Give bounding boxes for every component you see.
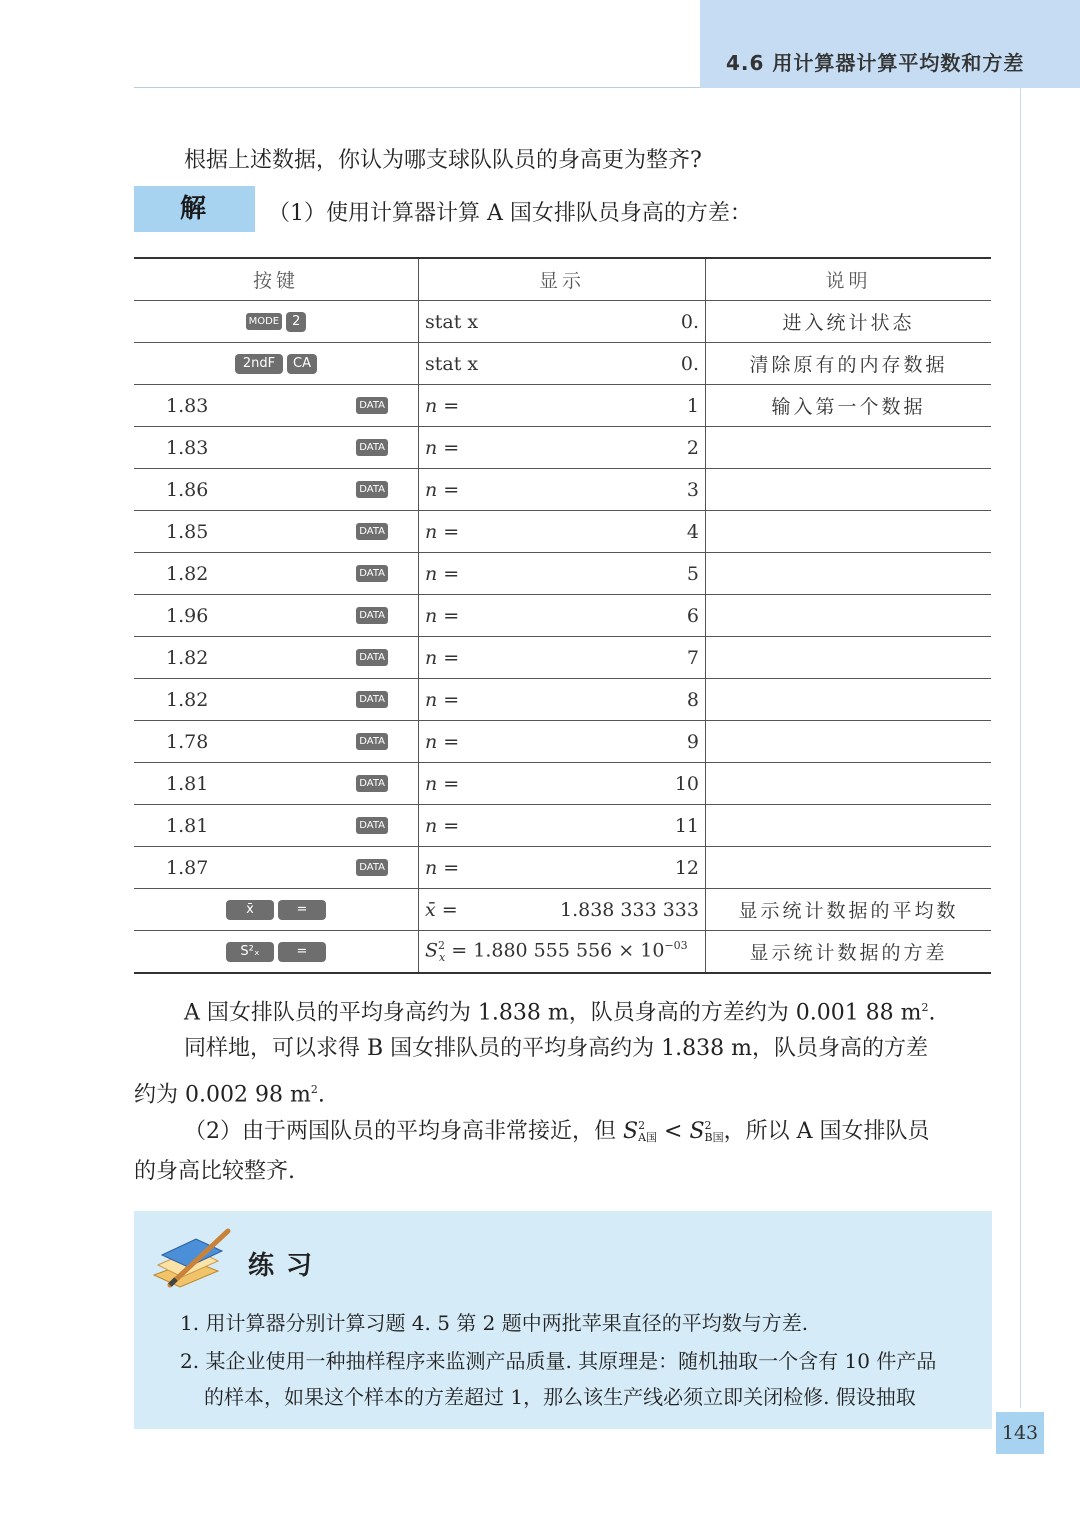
mode-key: MODE (246, 313, 283, 330)
pencil-book-icon (148, 1225, 232, 1291)
display-value: 0. (680, 310, 699, 333)
display-value: 1 (686, 394, 699, 417)
result-line-3: 约为 0.002 98 $m^2$. (134, 1082, 325, 1108)
display-label: n = (425, 436, 460, 459)
table-row-variance (134, 931, 991, 974)
table-row (134, 301, 991, 343)
equals-key: = (278, 942, 326, 962)
display-value: 0. (680, 352, 699, 375)
table-row (134, 637, 991, 679)
input-value: 1.82 (166, 562, 209, 585)
row-note (706, 763, 992, 805)
row-note: 显示统计数据的平均数 (706, 889, 992, 931)
display-label: n = (425, 856, 460, 879)
row-note (706, 805, 992, 847)
variance-display: $S^2_x = 1.880$ 555 $556 \times 10^{-03}$ (425, 938, 688, 965)
display-label: n = (425, 562, 460, 585)
data-key: DATA (356, 775, 388, 792)
input-value: 1.86 (166, 478, 209, 501)
display-label: n = (425, 394, 460, 417)
solution-step1: （1）使用计算器计算 A 国女排队员身高的方差： (268, 201, 752, 226)
display-value: 10 (674, 772, 699, 795)
data-key: DATA (356, 607, 388, 624)
table-row (134, 679, 991, 721)
row-note (706, 847, 992, 889)
display-label: n = (425, 604, 460, 627)
row-note (706, 721, 992, 763)
data-key: DATA (356, 565, 388, 582)
row-note (706, 427, 992, 469)
row-note: 清除原有的内存数据 (706, 343, 992, 385)
table-row (134, 385, 991, 427)
table-row (134, 805, 991, 847)
display-label: stat x (425, 352, 479, 375)
row-note (706, 469, 992, 511)
practice-title: 练习 (248, 1251, 325, 1281)
result-line-1: A 国女排队员的平均身高约为 1.838 m，队员身高的方差约为 0.001 88 $m^2$. (184, 1000, 936, 1026)
page-number: 143 (996, 1412, 1044, 1454)
input-value: 1.83 (166, 436, 209, 459)
table-row-mean (134, 889, 991, 931)
input-value: 1.82 (166, 646, 209, 669)
row-note (706, 679, 992, 721)
solution-label: 解 (134, 186, 255, 232)
row-note (706, 511, 992, 553)
practice-item-2-line-1: 2. 某企业使用一种抽样程序来监测产品质量. 其原理是：随机抽取一个含有 10 件产品 (180, 1349, 937, 1373)
question-text: 根据上述数据，你认为哪支球队队员的身高更为整齐? (184, 148, 702, 173)
data-key: DATA (356, 859, 388, 876)
table-header-row (134, 258, 991, 301)
display-value: 12 (674, 856, 699, 879)
result-line-5: 的身高比较整齐. (134, 1159, 295, 1184)
display-label: n = (425, 520, 460, 543)
display-value: 3 (686, 478, 699, 501)
mean-key: x̄ (226, 900, 274, 920)
practice-box (134, 1211, 992, 1429)
table-row (134, 343, 991, 385)
display-label: n = (425, 688, 460, 711)
row-note: 进入统计状态 (706, 301, 992, 343)
data-key: DATA (356, 733, 388, 750)
input-value: 1.78 (166, 730, 209, 753)
display-value: 4 (686, 520, 699, 543)
table-row (134, 847, 991, 889)
row-note: 输入第一个数据 (706, 385, 992, 427)
data-key: DATA (356, 481, 388, 498)
header-display: 显示 (419, 258, 706, 301)
input-value: 1.87 (166, 856, 209, 879)
practice-item-1: 1. 用计算器分别计算习题 4. 5 第 2 题中两批苹果直径的平均数与方差. (180, 1311, 809, 1335)
header-note: 说明 (706, 258, 992, 301)
input-value: 1.83 (166, 394, 209, 417)
input-value: 1.81 (166, 814, 209, 837)
row-note (706, 595, 992, 637)
table-row (134, 427, 991, 469)
table-row (134, 511, 991, 553)
display-label: n = (425, 772, 460, 795)
display-value: 2 (686, 436, 699, 459)
input-value: 1.96 (166, 604, 209, 627)
display-value: 9 (686, 730, 699, 753)
table-row (134, 553, 991, 595)
display-label: n = (425, 478, 460, 501)
data-key: DATA (356, 691, 388, 708)
result-line-4: （2）由于两国队员的平均身高非常接近，但 S 2 A国 < S 2 B国 ，所以 A 国女排队员 (184, 1119, 930, 1144)
table-row (134, 469, 991, 511)
row-note: 显示统计数据的方差 (706, 931, 992, 974)
display-label: n = (425, 814, 460, 837)
practice-item-2-line-2: 的样本，如果这个样本的方差超过 1，那么该生产线必须立即关闭检修. 假设抽取 (204, 1385, 916, 1409)
section-title: 4.6 用计算器计算平均数和方差 (726, 51, 1025, 75)
input-value: 1.82 (166, 688, 209, 711)
data-key: DATA (356, 439, 388, 456)
input-value: 1.85 (166, 520, 209, 543)
row-note (706, 637, 992, 679)
data-key: DATA (356, 649, 388, 666)
display-value: 11 (674, 814, 699, 837)
display-label: n = (425, 730, 460, 753)
table-row (134, 595, 991, 637)
header-divider (134, 87, 700, 88)
header-keys: 按键 (134, 258, 419, 301)
display-value: 1.838 333 333 (559, 898, 699, 921)
display-label: n = (425, 646, 460, 669)
display-label: x̄ = (425, 898, 458, 921)
digit-2-key: 2 (286, 312, 306, 332)
display-value: 6 (686, 604, 699, 627)
display-value: 8 (686, 688, 699, 711)
row-note (706, 553, 992, 595)
data-key: DATA (356, 523, 388, 540)
result-line-2: 同样地，可以求得 B 国女排队员的平均身高约为 1.838 m，队员身高的方差 (184, 1036, 928, 1061)
calculator-steps-table (134, 257, 991, 974)
display-value: 7 (686, 646, 699, 669)
data-key: DATA (356, 817, 388, 834)
table-row (134, 721, 991, 763)
variance-key: S²ₓ (226, 942, 274, 962)
table-row (134, 763, 991, 805)
input-value: 1.81 (166, 772, 209, 795)
display-value: 5 (686, 562, 699, 585)
clear-all-key: CA (287, 354, 317, 374)
display-label: stat x (425, 310, 479, 333)
second-function-key: 2ndF (235, 354, 283, 374)
margin-divider (1020, 88, 1021, 1408)
data-key: DATA (356, 397, 388, 414)
equals-key: = (278, 900, 326, 920)
